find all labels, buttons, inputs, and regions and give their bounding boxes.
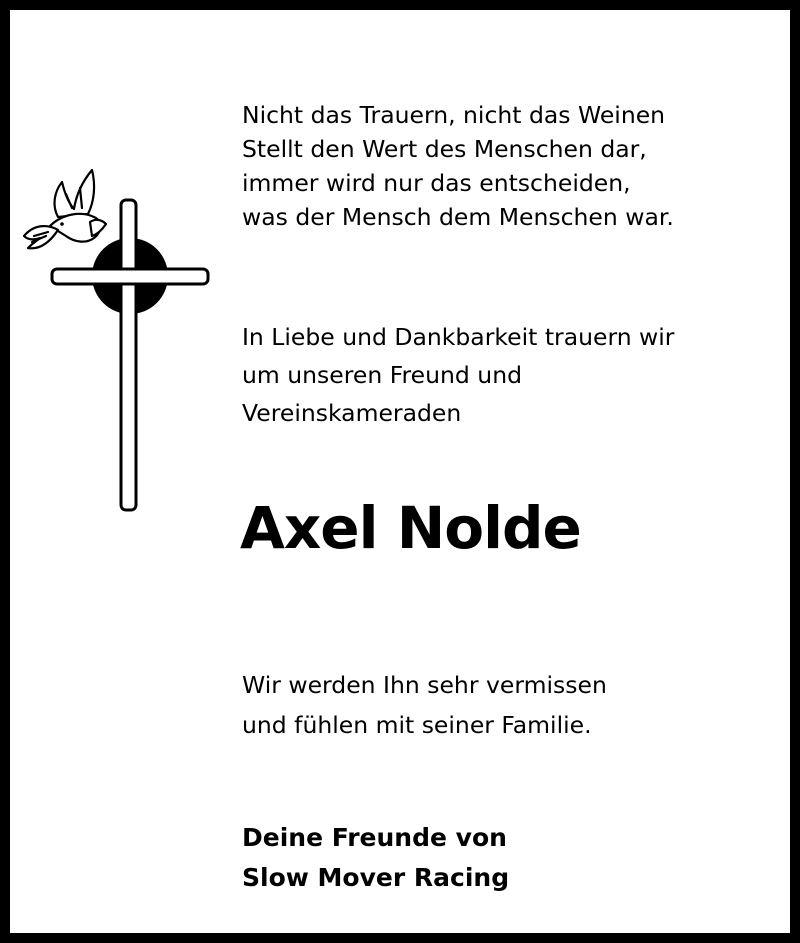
condolence-message xyxy=(242,665,607,745)
dedication-line: Vereinskameraden xyxy=(242,399,462,427)
signature-line: Deine Freunde von xyxy=(242,823,507,852)
cross-icon xyxy=(52,200,208,510)
signature-line: Slow Mover Racing xyxy=(242,863,510,892)
deceased-name: Axel Nolde xyxy=(240,494,581,562)
poem-line: was der Mensch dem Menschen war. xyxy=(242,203,674,231)
memorial-emblem xyxy=(10,10,250,530)
dedication-line: In Liebe und Dankbarkeit trauern wir xyxy=(242,323,675,351)
message-line: und fühlen mit seiner Familie. xyxy=(242,711,592,739)
signature xyxy=(242,818,509,898)
dove-icon xyxy=(24,170,106,248)
poem-line: Nicht das Trauern, nicht das Weinen xyxy=(242,101,666,129)
poem-line: immer wird nur das entscheiden, xyxy=(242,169,631,197)
memorial-poem xyxy=(242,98,674,234)
dedication-text xyxy=(242,318,674,432)
obituary-notice xyxy=(10,10,790,933)
message-line: Wir werden Ihn sehr vermissen xyxy=(242,671,607,699)
dedication-line: um unseren Freund und xyxy=(242,361,523,389)
poem-line: Stellt den Wert des Menschen dar, xyxy=(242,135,647,163)
